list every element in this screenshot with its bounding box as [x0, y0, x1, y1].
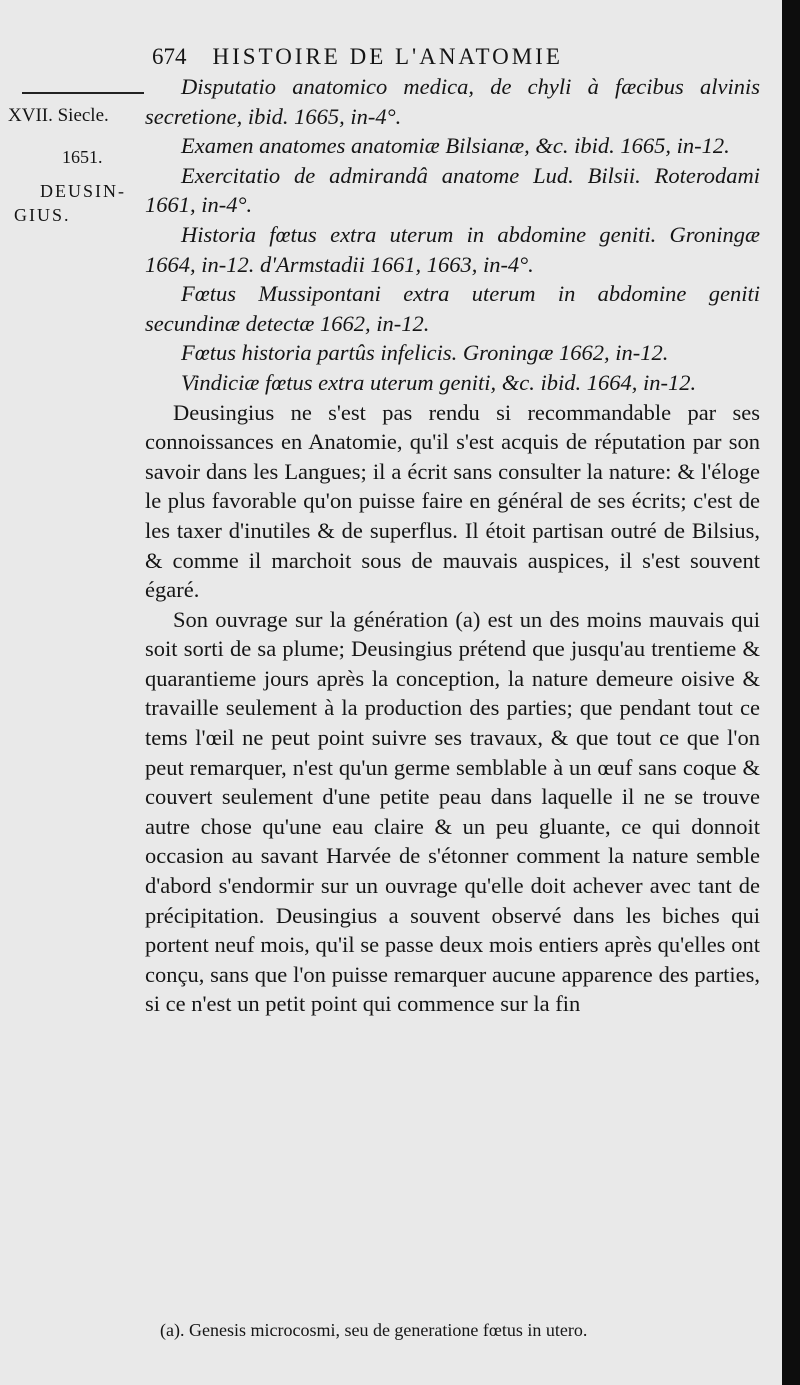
margin-rule [22, 92, 144, 94]
running-title: HISTOIRE DE L'ANATOMIE [212, 44, 563, 69]
footnote: (a). Genesis microcosmi, seu de generatione fœtus in utero. [160, 1320, 588, 1340]
body-paragraph: Son ouvrage sur la génération (a) est un des moins mauvais qui soit sorti de sa plume; Deusingius prétend que jusqu'au trentieme & quarantieme jours après la conception, la nature demeure oisive & travaille seulement à la production des parties; que pendant tout ce tems l'œil ne peut point suivre ses travaux, & que tout ce que l'on peut remarquer, n'est qu'un germe semblable à un œuf sans coque & couvert seulement d'une petite peau dans laquelle il ne se trouve autre chose qu'une eau claire & un peu gluante, ce qui donnoit occasion au savant Harvée de s'étonner comment la nature semble d'abord s'endormir sur un ouvrage qu'elle doit achever avec tant de précipitation. Deusingius a souvent observé dans les biches qui portent neuf mois, qu'il se passe deux mois entiers après qu'elles ont conçu, sans que l'on puisse remarquer aucune apparence des parties, si ce n'est un petit point qui commence sur la fin [145, 606, 760, 1017]
bibliography-entry: Historia fœtus extra uterum in abdomine geniti. Groningæ 1664, in-12. d'Armstadii 1661, 1663, in-4°. [145, 221, 760, 277]
bibliography-entry: Exercitatio de admirandâ anatome Lud. Bilsii. Roterodami 1661, in-4°. [145, 162, 760, 218]
body-paragraph: Deusingius ne s'est pas rendu si recommandable par ses connoissances en Anatomie, qu'il s'est acquis de réputation par son savoir dans les Langues; il a écrit sans consulter la nature: & l'éloge le plus favorable qu'on puisse faire en général de ses écrits; c'est de les taxer d'inutiles & de superflus. Il étoit partisan outré de Bilsius, & comme il marchoit sous de mauvais auspices, il s'est souvent égaré. [145, 399, 760, 603]
bibliography-entry: Fœtus Mussipontani extra uterum in abdomine geniti secundinæ detectæ 1662, in-12. [145, 281, 760, 336]
bibliography-entry: Vindiciæ fœtus extra uterum geniti, &c. ibid. 1664, in-12. [181, 369, 697, 395]
bibliography-entry: Disputatio anatomico medica, de chyli à fæcibus alvinis secretione, ibid. 1665, in-4°. [145, 74, 760, 129]
bibliography-entry: Examen anatomes anatomiæ Bilsianæ, &c. ibid. 1665, in-12. [181, 133, 730, 159]
main-text [145, 72, 760, 1019]
bibliography-entry: Fœtus historia partûs infelicis. Groningæ 1662, in-12. [181, 340, 669, 366]
margin-note-author-1: DEUSIN- [40, 181, 126, 201]
margin-note-author-2: GIUS. [14, 205, 71, 225]
page-number: 674 [152, 44, 187, 69]
scan-edge [782, 0, 800, 1385]
margin-note-century: XVII. Siecle. [8, 105, 109, 126]
margin-note-year: 1651. [62, 147, 103, 167]
running-header [152, 42, 762, 72]
